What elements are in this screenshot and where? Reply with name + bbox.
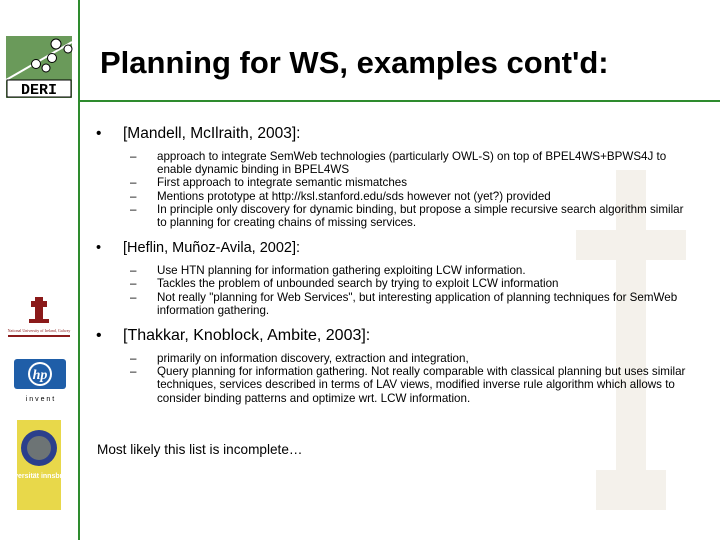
vertical-divider: [78, 0, 80, 540]
dash-icon: –: [130, 277, 137, 291]
title-underline: [80, 100, 720, 102]
dash-icon: –: [130, 290, 137, 304]
list-item: – Use HTN planning for information gathering exploiting LCW information.: [130, 264, 526, 278]
slide-content: [96, 125, 696, 405]
dash-icon: –: [130, 365, 137, 379]
bullet-dot-icon: •: [96, 327, 102, 345]
hp-invent-text: i n v e n t: [25, 396, 55, 403]
list-item: – approach to integrate SemWeb technologies (particularly OWL-S) on top of BPEL4WS+BPWS4J to enable dynamic binding in BPEL4WS: [130, 150, 667, 177]
list-item: – Query planning for information gathering. Not really comparable with classical planning but uses similar techniques, services described in terms of LAV views, modified inverse rule algorithm which allows to consider binding patterns and optimize wrt. LCW information.: [130, 365, 686, 405]
dash-icon: –: [130, 176, 137, 190]
bullet-dot-icon: •: [96, 125, 102, 142]
bullet-1-subitems: [130, 150, 696, 229]
bullet-3-subitems: [130, 352, 696, 405]
dash-icon: –: [130, 189, 137, 203]
list-item: – Not really "planning for Web Services", but interesting application of planning techniques for SemWeb information gathering.: [130, 290, 678, 317]
bullet-2-subitems: [130, 264, 696, 317]
list-item: – Tackles the problem of unbounded search by trying to exploit LCW information: [130, 277, 559, 291]
innsbruck-logo: [3, 420, 75, 510]
list-item: – In principle only discovery for dynamic binding, but propose a simple recursive search algorithm similar to planning for creating chains of missing services.: [130, 202, 684, 230]
hp-logo-text: hp: [32, 368, 48, 383]
bullet-1-heading: [Mandell, McIlraith, 2003]:: [123, 125, 301, 142]
bullet-dot-icon: •: [96, 240, 102, 257]
bullet-1: [96, 125, 696, 143]
innsbruck-logo-text: universität innsbruck: [3, 473, 75, 480]
dash-icon: –: [130, 150, 137, 163]
list-item: – primarily on information discovery, extraction and integration,: [130, 352, 469, 366]
deri-logo-text: DERI: [20, 82, 58, 99]
galway-logo-text: National University of Ireland, Galway: [7, 328, 71, 333]
hp-logo: [10, 358, 70, 404]
bullet-2: [96, 239, 696, 257]
list-item: – Mentions prototype at http://ksl.stanford.edu/sds however not (yet?) provided: [130, 189, 551, 203]
dash-icon: –: [130, 202, 137, 216]
dash-icon: –: [130, 352, 137, 366]
bullet-3-heading: [Thakkar, Knoblock, Ambite, 2003]:: [123, 327, 371, 345]
galway-logo: [2, 295, 76, 341]
list-item: – First approach to integrate semantic mismatches: [130, 176, 408, 190]
deri-logo: [6, 36, 72, 98]
closing-remark: Most likely this list is incomplete…: [97, 442, 303, 457]
bullet-2-heading: [Heflin, Muñoz-Avila, 2002]:: [123, 240, 301, 257]
bullet-3: [96, 327, 696, 345]
slide-title: Planning for WS, examples cont'd:: [100, 45, 609, 80]
dash-icon: –: [130, 264, 137, 278]
